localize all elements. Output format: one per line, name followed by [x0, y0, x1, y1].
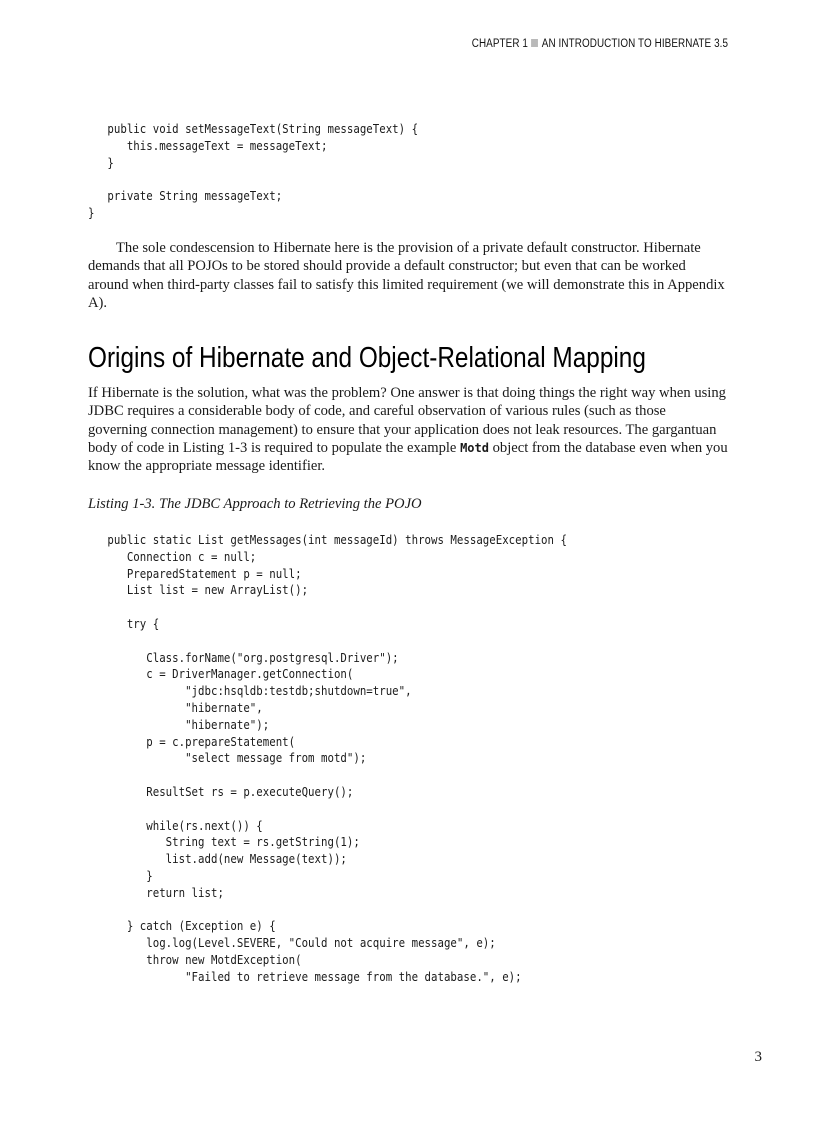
code-line — [88, 171, 418, 188]
code-line — [88, 902, 567, 919]
code-block-top — [88, 121, 418, 222]
code-line: private String messageText; — [88, 188, 283, 204]
inline-code-motd: Motd — [460, 440, 489, 455]
paragraph-origins — [88, 384, 728, 475]
page-number: 3 — [754, 1049, 762, 1065]
code-line: ResultSet rs = p.executeQuery(); — [88, 783, 354, 799]
code-line: log.log(Level.SEVERE, "Could not acquire message", e); — [88, 935, 496, 951]
code-line: "Failed to retrieve message from the database.", e); — [88, 968, 522, 984]
code-line: "jdbc:hsqldb:testdb;shutdown=true", — [88, 683, 412, 699]
running-head — [472, 38, 728, 50]
section-heading: Origins of Hibernate and Object-Relational Mapping — [88, 342, 646, 374]
code-line: PreparedStatement p = null; — [88, 565, 302, 581]
code-line: List list = new ArrayList(); — [88, 582, 309, 598]
code-line: String text = rs.getString(1); — [88, 834, 360, 850]
code-line — [88, 599, 567, 616]
code-line: this.messageText = messageText; — [88, 137, 328, 153]
separator-square-icon — [531, 39, 538, 47]
code-line: } — [88, 204, 95, 220]
code-line: p = c.prepareStatement( — [88, 733, 296, 749]
code-line: public static List getMessages(int messageId) throws MessageException { — [88, 532, 567, 547]
running-head-chapter: CHAPTER 1 — [471, 38, 528, 50]
code-line: } — [88, 867, 153, 883]
code-line: } catch (Exception e) { — [88, 918, 276, 934]
paragraph-default-constructor: The sole condescension to Hibernate here is the provision of a private default constructor. Hibernate demands that all POJOs to be stored should provide a default constructor; but even that can be worked around when third-party classes fail to satisfy this limited requirement (we will demonstrate this in Appendix A). — [88, 240, 725, 311]
paragraph-text: If Hibernate is the solution, what was the problem? One answer is that doing things the right way when using JDBC requires a considerable body of code, and careful observation of various rules (such as those governing connection management) to ensure that your application does not leak resources. The gargantuan body of code in Listing 1-3 is required to populate the example — [88, 385, 726, 456]
code-line: list.add(new Message(text)); — [88, 851, 347, 867]
code-line: "select message from motd"); — [88, 750, 367, 766]
code-line: c = DriverManager.getConnection( — [88, 666, 354, 682]
code-line: try { — [88, 615, 160, 631]
code-line: "hibernate"); — [88, 716, 270, 732]
code-line: Class.forName("org.postgresql.Driver"); — [88, 649, 399, 665]
running-head-title: AN INTRODUCTION TO HIBERNATE 3.5 — [541, 38, 728, 50]
paragraph-text: object from the database even when you know the appropriate message identifier. — [88, 439, 728, 475]
code-listing-1-3 — [88, 532, 567, 986]
code-line — [88, 767, 567, 784]
code-line: Connection c = null; — [88, 548, 257, 564]
code-line: } — [88, 154, 114, 170]
code-line: public void setMessageText(String messageText) { — [88, 121, 419, 136]
code-line: return list; — [88, 884, 224, 900]
code-line — [88, 801, 567, 818]
listing-caption: Listing 1-3. The JDBC Approach to Retrieving the POJO — [88, 496, 422, 512]
code-line: throw new MotdException( — [88, 951, 302, 967]
code-line — [88, 633, 567, 650]
code-line: while(rs.next()) { — [88, 817, 263, 833]
code-line: "hibernate", — [88, 699, 263, 715]
